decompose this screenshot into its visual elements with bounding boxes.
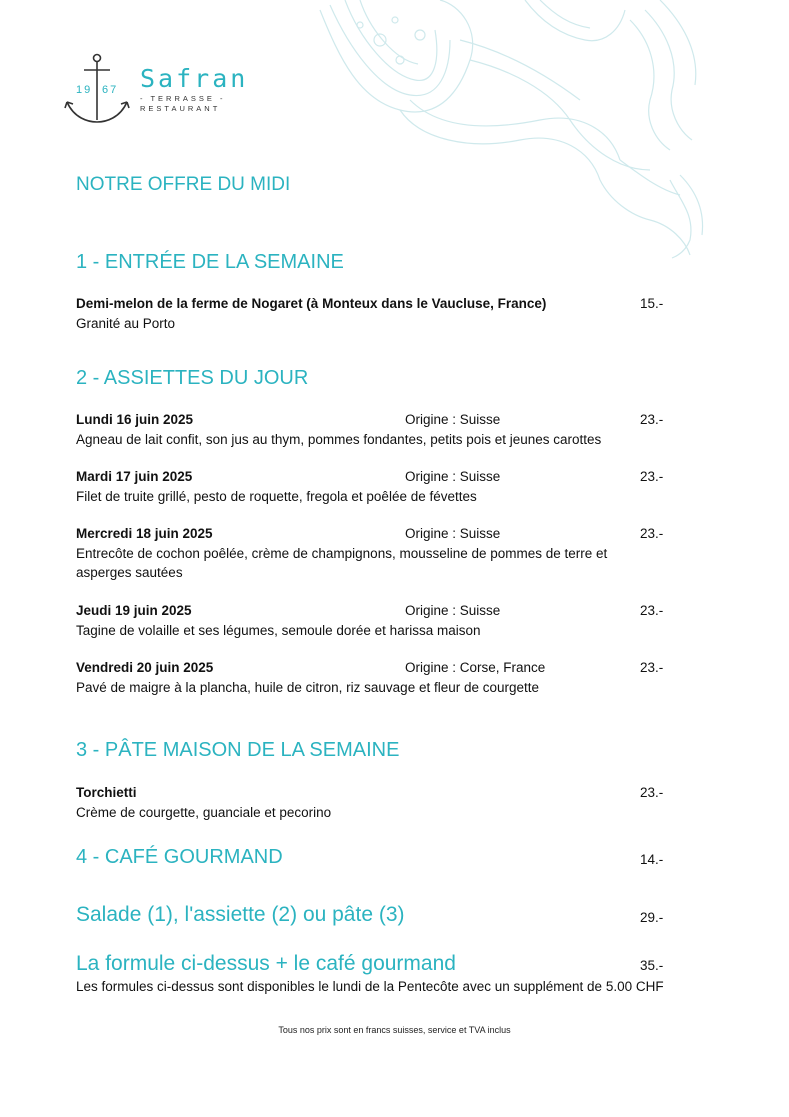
description-thursday: Tagine de volaille et ses légumes, semoule dorée et harissa maison (76, 623, 481, 638)
description-friday: Pavé de maigre à la plancha, huile de citron, riz sauvage et fleur de courgette (76, 680, 540, 695)
page-title: NOTRE OFFRE DU MIDI (76, 174, 291, 195)
anchor-icon (64, 52, 130, 126)
brand-name: Safran (140, 64, 249, 93)
origin-monday: Origine : Suisse (405, 412, 501, 427)
pate-dish: Torchietti (76, 785, 137, 800)
day-label-wednesday: Mercredi 18 juin 2025 (76, 526, 213, 541)
description-wednesday-continued: asperges sautées (76, 565, 183, 580)
formula-price-1: 29.- (640, 910, 664, 925)
section-title-cafe: 4 - CAFÉ GOURMAND (76, 846, 283, 868)
origin-wednesday: Origine : Suisse (405, 526, 501, 541)
section-title-assiettes: 2 - ASSIETTES DU JOUR (76, 367, 309, 389)
price-wednesday: 23.- (640, 526, 664, 541)
pate-price: 23.- (640, 785, 664, 800)
price-tuesday: 23.- (640, 469, 664, 484)
description-monday: Agneau de lait confit, son jus au thym, pommes fondantes, petits pois et jeunes carottes (76, 432, 602, 447)
price-thursday: 23.- (640, 603, 664, 618)
formula-title-2: La formule ci-dessus + le café gourmand (76, 952, 456, 975)
day-label-thursday: Jeudi 19 juin 2025 (76, 603, 192, 618)
brand-subtitle-terrasse: - TERRASSE - (140, 94, 226, 103)
origin-tuesday: Origine : Suisse (405, 469, 501, 484)
formula-price-2: 35.- (640, 958, 664, 973)
formula-title-1: Salade (1), l'assiette (2) ou pâte (3) (76, 903, 405, 926)
jellyfish-illustration (300, 0, 720, 260)
origin-friday: Origine : Corse, France (405, 660, 546, 675)
section-title-pate: 3 - PÂTE MAISON DE LA SEMAINE (76, 739, 400, 761)
section-title-entree: 1 - ENTRÉE DE LA SEMAINE (76, 251, 344, 273)
origin-thursday: Origine : Suisse (405, 603, 501, 618)
formula-note: Les formules ci-dessus sont disponibles le lundi de la Pentecôte avec un supplément de 5.00 CHF (76, 979, 664, 994)
entree-price: 15.- (640, 296, 664, 311)
day-label-friday: Vendredi 20 juin 2025 (76, 660, 214, 675)
price-monday: 23.- (640, 412, 664, 427)
pate-description: Crème de courgette, guanciale et pecorino (76, 805, 332, 820)
description-wednesday: Entrecôte de cochon poêlée, crème de champignons, mousseline de pommes de terre et (76, 546, 608, 561)
cafe-price: 14.- (640, 852, 664, 867)
entree-description: Granité au Porto (76, 316, 176, 331)
logo-year-left: 19 (76, 84, 93, 96)
description-tuesday: Filet de truite grillé, pesto de roquette, fregola et poêlée de févettes (76, 489, 477, 504)
entree-dish: Demi-melon de la ferme de Nogaret (à Monteux dans le Vaucluse, France) (76, 296, 547, 311)
day-label-tuesday: Mardi 17 juin 2025 (76, 469, 193, 484)
logo-year-right: 67 (102, 84, 119, 96)
price-friday: 23.- (640, 660, 664, 675)
day-label-monday: Lundi 16 juin 2025 (76, 412, 194, 427)
brand-subtitle-restaurant: RESTAURANT (140, 104, 221, 113)
footer-note: Tous nos prix sont en francs suisses, service et TVA inclus (278, 1025, 511, 1035)
